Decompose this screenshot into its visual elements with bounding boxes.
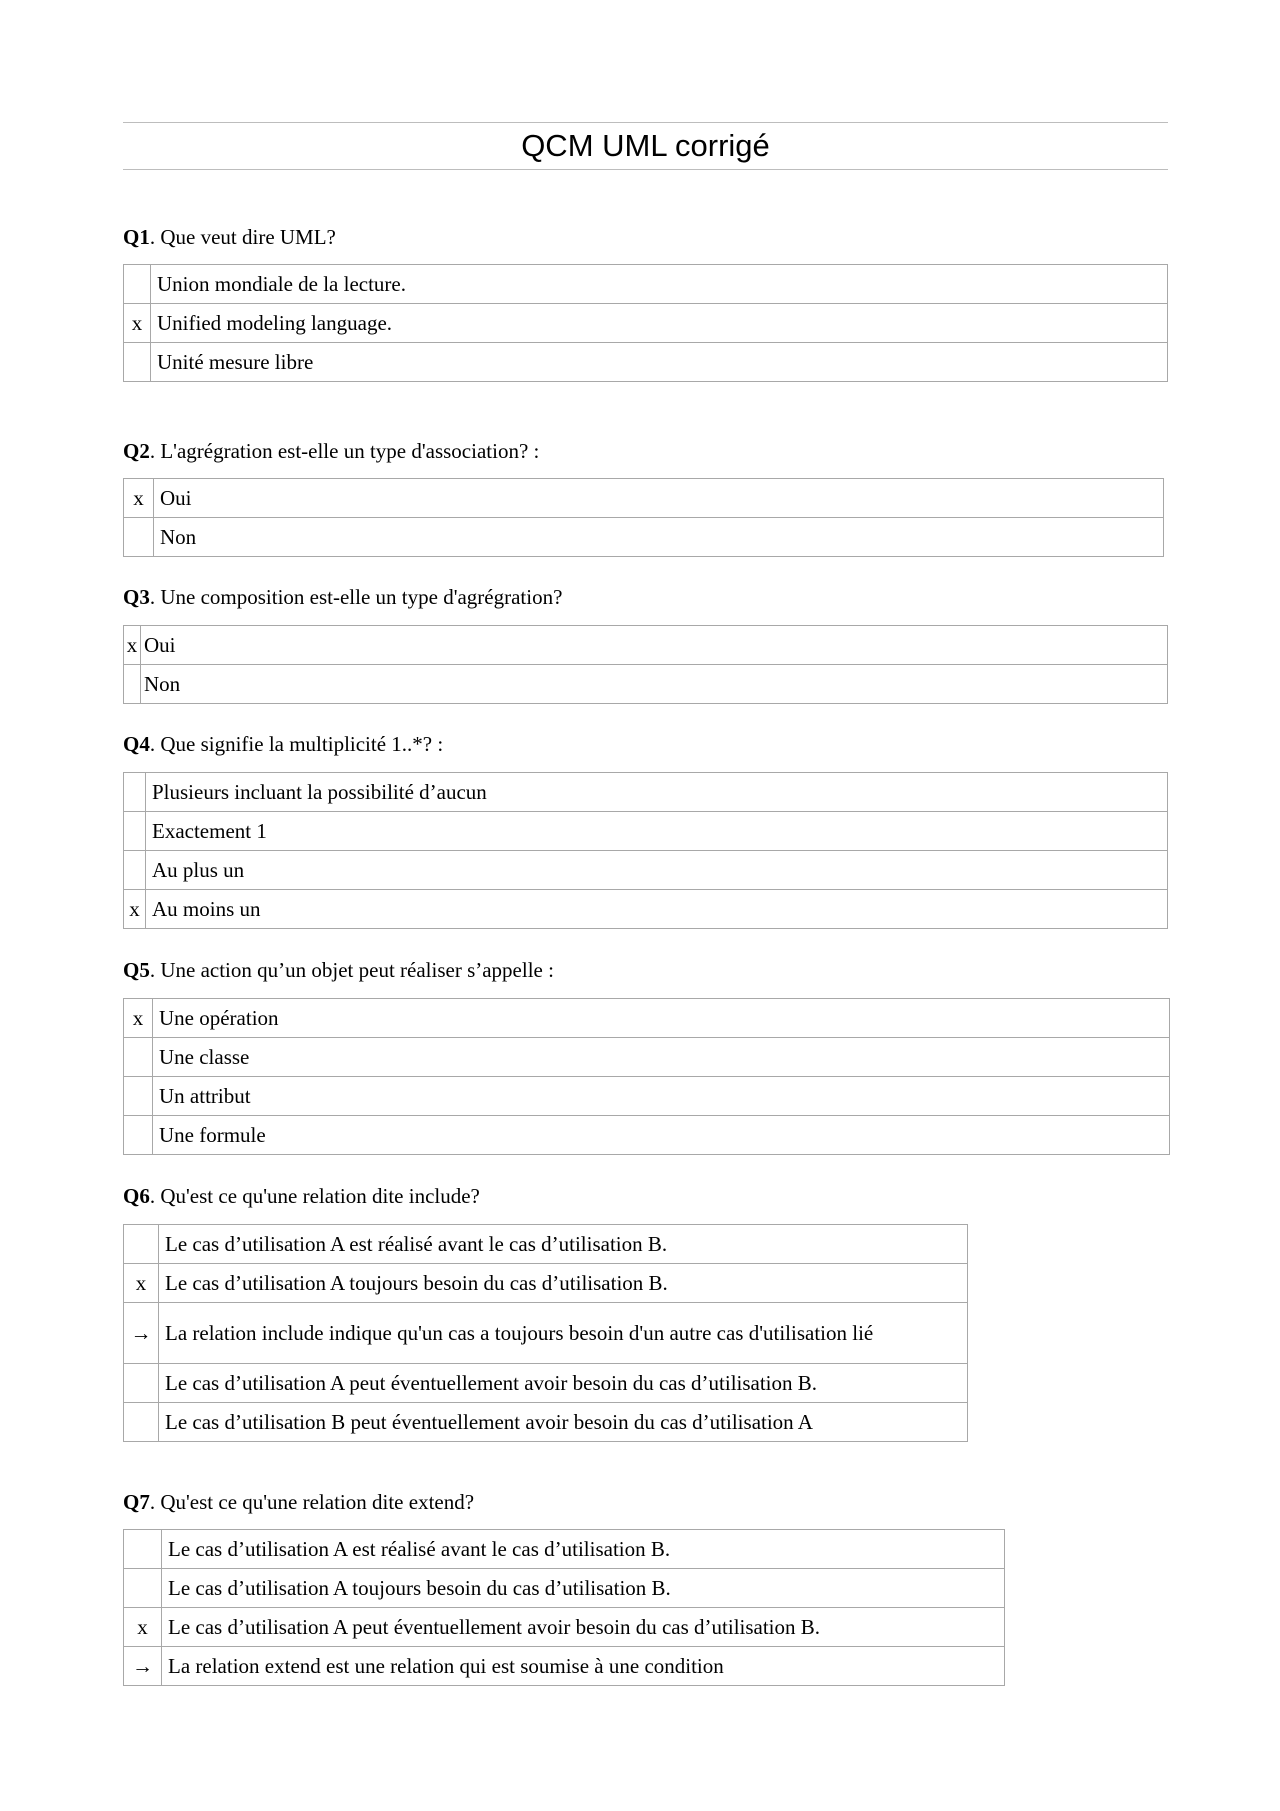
option-row [124, 1038, 1170, 1077]
answer-mark: x [124, 890, 146, 929]
answer-mark: x [124, 479, 154, 518]
option-row [124, 1569, 1005, 1608]
option-text: Un attribut [153, 1077, 1170, 1116]
answer-mark [124, 1038, 153, 1077]
option-text: Unified modeling language. [151, 304, 1168, 343]
option-row [124, 1077, 1170, 1116]
option-text: La relation include indique qu'un cas a toujours besoin d'un autre cas d'utilisation lié [159, 1303, 968, 1364]
answer-mark: → [124, 1647, 162, 1686]
question-number: Q7 [123, 1490, 150, 1514]
option-row [124, 1303, 968, 1364]
option-text: Le cas d’utilisation A toujours besoin du cas d’utilisation B. [162, 1569, 1005, 1608]
question-number: Q1 [123, 225, 150, 249]
option-text: Une formule [153, 1116, 1170, 1155]
question-text: . L'agrégration est-elle un type d'association? : [149, 439, 540, 463]
answer-mark [124, 1225, 159, 1264]
option-text: Une classe [153, 1038, 1170, 1077]
answer-mark: → [124, 1303, 159, 1364]
answer-mark [124, 773, 146, 812]
option-row [124, 1608, 1005, 1647]
option-row [124, 890, 1168, 929]
option-row [124, 773, 1168, 812]
option-text: Oui [154, 479, 1164, 518]
question-text: . Que veut dire UML? [149, 225, 336, 249]
option-row [124, 1116, 1170, 1155]
question-text: . Que signifie la multiplicité 1..*? : [149, 732, 444, 756]
option-text: Non [154, 518, 1164, 557]
answer-mark [124, 1403, 159, 1442]
option-text: Plusieurs incluant la possibilité d’aucun [146, 773, 1168, 812]
answer-mark [124, 1077, 153, 1116]
options-table-q7 [123, 1529, 1005, 1686]
option-text: La relation extend est une relation qui est soumise à une condition [162, 1647, 1005, 1686]
option-row [124, 1530, 1005, 1569]
answer-mark: x [124, 1264, 159, 1303]
answer-mark [124, 1364, 159, 1403]
question-6 [123, 1183, 480, 1209]
option-text: Le cas d’utilisation A est réalisé avant le cas d’utilisation B. [162, 1530, 1005, 1569]
option-row [124, 812, 1168, 851]
option-row [124, 1403, 968, 1442]
option-row [124, 304, 1168, 343]
question-number: Q6 [123, 1184, 150, 1208]
option-row [124, 1225, 968, 1264]
question-text: . Une action qu’un objet peut réaliser s’appelle : [149, 958, 554, 982]
option-row [124, 518, 1164, 557]
answer-mark [124, 1569, 162, 1608]
option-text: Exactement 1 [146, 812, 1168, 851]
question-3 [123, 584, 562, 610]
question-7 [123, 1489, 474, 1515]
option-row [124, 343, 1168, 382]
options-table-q4 [123, 772, 1168, 929]
options-table-q1 [123, 264, 1168, 382]
question-number: Q5 [123, 958, 150, 982]
answer-mark: x [124, 999, 153, 1038]
answer-mark: x [124, 304, 151, 343]
options-table-q2 [123, 478, 1164, 557]
option-text: Non [141, 665, 1168, 704]
option-row [124, 1364, 968, 1403]
option-row [124, 479, 1164, 518]
answer-mark [124, 343, 151, 382]
option-row [124, 626, 1168, 665]
option-text: Le cas d’utilisation B peut éventuellement avoir besoin du cas d’utilisation A [159, 1403, 968, 1442]
option-text: Le cas d’utilisation A peut éventuellement avoir besoin du cas d’utilisation B. [162, 1608, 1005, 1647]
answer-mark [124, 265, 151, 304]
question-text: . Qu'est ce qu'une relation dite extend? [149, 1490, 475, 1514]
answer-mark: x [124, 1608, 162, 1647]
option-text: Unité mesure libre [151, 343, 1168, 382]
option-row [124, 265, 1168, 304]
question-number: Q4 [123, 732, 150, 756]
option-text: Le cas d’utilisation A est réalisé avant le cas d’utilisation B. [159, 1225, 968, 1264]
option-text: Au plus un [146, 851, 1168, 890]
option-text: Le cas d’utilisation A peut éventuellement avoir besoin du cas d’utilisation B. [159, 1364, 968, 1403]
question-number: Q3 [123, 585, 150, 609]
option-text: Union mondiale de la lecture. [151, 265, 1168, 304]
option-row [124, 665, 1168, 704]
question-2 [123, 438, 539, 464]
answer-mark [124, 518, 154, 557]
question-5 [123, 957, 554, 983]
question-1 [123, 224, 336, 250]
option-row [124, 999, 1170, 1038]
option-text: Oui [141, 626, 1168, 665]
answer-mark [124, 812, 146, 851]
answer-mark [124, 851, 146, 890]
question-number: Q2 [123, 439, 150, 463]
answer-mark: x [124, 626, 141, 665]
question-text: . Une composition est-elle un type d'agrégration? [149, 585, 563, 609]
option-row [124, 1264, 968, 1303]
question-text: . Qu'est ce qu'une relation dite include? [149, 1184, 480, 1208]
options-table-q5 [123, 998, 1170, 1155]
page-title: QCM UML corrigé [123, 122, 1168, 170]
answer-mark [124, 1530, 162, 1569]
option-text: Au moins un [146, 890, 1168, 929]
answer-mark [124, 665, 141, 704]
question-4 [123, 731, 443, 757]
option-row [124, 851, 1168, 890]
options-table-q3 [123, 625, 1168, 704]
options-table-q6 [123, 1224, 968, 1442]
option-text: Une opération [153, 999, 1170, 1038]
answer-mark [124, 1116, 153, 1155]
option-row [124, 1647, 1005, 1686]
option-text: Le cas d’utilisation A toujours besoin du cas d’utilisation B. [159, 1264, 968, 1303]
